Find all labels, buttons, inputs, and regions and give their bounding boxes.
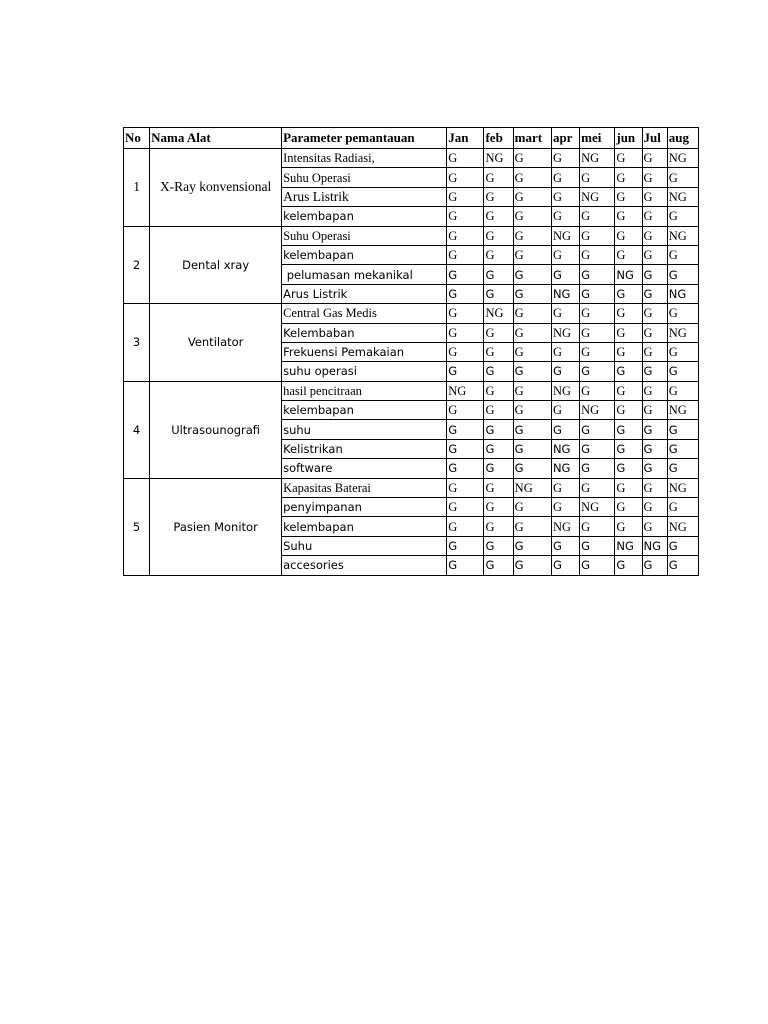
- header-month: jun: [615, 128, 642, 149]
- table-body: [124, 149, 699, 576]
- parameter-cell: Suhu: [282, 536, 447, 555]
- status-cell: G: [551, 536, 579, 555]
- status-cell: NG: [580, 498, 615, 517]
- header-month: aug: [667, 128, 698, 149]
- status-cell: NG: [580, 187, 615, 206]
- status-cell: G: [484, 362, 513, 381]
- status-cell: G: [580, 420, 615, 439]
- row-number: 3: [124, 304, 150, 382]
- status-cell: G: [615, 284, 642, 303]
- parameter-cell: kelembapan: [282, 401, 447, 420]
- status-cell: G: [580, 478, 615, 497]
- status-cell: G: [615, 207, 642, 226]
- header-month: Jul: [642, 128, 667, 149]
- status-cell: G: [580, 362, 615, 381]
- status-cell: G: [580, 556, 615, 575]
- status-cell: G: [642, 478, 667, 497]
- status-cell: G: [667, 536, 698, 555]
- status-cell: G: [484, 187, 513, 206]
- status-cell: G: [667, 556, 698, 575]
- status-cell: G: [667, 168, 698, 187]
- status-cell: G: [447, 517, 484, 536]
- status-cell: G: [513, 498, 551, 517]
- status-cell: G: [484, 498, 513, 517]
- table-row: [124, 226, 699, 245]
- status-cell: G: [513, 362, 551, 381]
- status-cell: G: [447, 226, 484, 245]
- status-cell: G: [447, 187, 484, 206]
- status-cell: G: [642, 439, 667, 458]
- parameter-cell: Arus Listrik: [282, 284, 447, 303]
- status-cell: G: [642, 381, 667, 400]
- parameter-cell: Intensitas Radiasi,: [282, 149, 447, 168]
- row-number: 2: [124, 226, 150, 304]
- status-cell: G: [551, 401, 579, 420]
- status-cell: G: [580, 265, 615, 284]
- status-cell: G: [447, 265, 484, 284]
- status-cell: G: [580, 207, 615, 226]
- status-cell: G: [513, 207, 551, 226]
- status-cell: G: [447, 362, 484, 381]
- status-cell: G: [484, 536, 513, 555]
- status-cell: G: [447, 207, 484, 226]
- device-name: Ventilator: [150, 304, 282, 382]
- parameter-cell: kelembapan: [282, 207, 447, 226]
- status-cell: G: [667, 207, 698, 226]
- status-cell: G: [484, 381, 513, 400]
- status-cell: G: [615, 362, 642, 381]
- status-cell: NG: [580, 401, 615, 420]
- parameter-cell: Suhu Operasi: [282, 226, 447, 245]
- status-cell: G: [642, 304, 667, 323]
- status-cell: G: [667, 245, 698, 264]
- status-cell: G: [642, 149, 667, 168]
- status-cell: G: [642, 245, 667, 264]
- status-cell: G: [580, 381, 615, 400]
- status-cell: G: [484, 245, 513, 264]
- status-cell: G: [551, 498, 579, 517]
- status-cell: G: [551, 342, 579, 361]
- status-cell: G: [447, 304, 484, 323]
- status-cell: G: [551, 556, 579, 575]
- status-cell: G: [642, 187, 667, 206]
- status-cell: G: [484, 439, 513, 458]
- table-row: [124, 149, 699, 168]
- status-cell: G: [615, 517, 642, 536]
- status-cell: G: [642, 517, 667, 536]
- status-cell: G: [667, 265, 698, 284]
- status-cell: G: [447, 168, 484, 187]
- status-cell: G: [580, 439, 615, 458]
- status-cell: G: [447, 323, 484, 342]
- status-cell: G: [513, 439, 551, 458]
- status-cell: G: [484, 323, 513, 342]
- row-number: 4: [124, 381, 150, 478]
- status-cell: G: [667, 498, 698, 517]
- device-name: X-Ray konvensional: [150, 149, 282, 227]
- status-cell: G: [513, 168, 551, 187]
- parameter-cell: suhu: [282, 420, 447, 439]
- parameter-cell: kelembapan: [282, 245, 447, 264]
- status-cell: G: [642, 498, 667, 517]
- status-cell: NG: [580, 149, 615, 168]
- status-cell: G: [615, 304, 642, 323]
- status-cell: NG: [667, 323, 698, 342]
- status-cell: NG: [484, 304, 513, 323]
- status-cell: NG: [551, 459, 579, 478]
- status-cell: NG: [642, 536, 667, 555]
- status-cell: G: [642, 459, 667, 478]
- parameter-cell: Kelistrikan: [282, 439, 447, 458]
- parameter-cell: Suhu Operasi: [282, 168, 447, 187]
- status-cell: G: [484, 342, 513, 361]
- status-cell: G: [580, 517, 615, 536]
- status-cell: G: [484, 401, 513, 420]
- status-cell: G: [513, 342, 551, 361]
- header-parameter: Parameter pemantauan: [282, 128, 447, 149]
- status-cell: G: [447, 342, 484, 361]
- status-cell: NG: [447, 381, 484, 400]
- status-cell: G: [551, 420, 579, 439]
- status-cell: G: [642, 226, 667, 245]
- status-cell: NG: [667, 478, 698, 497]
- status-cell: G: [580, 323, 615, 342]
- status-cell: NG: [551, 439, 579, 458]
- row-number: 1: [124, 149, 150, 227]
- status-cell: NG: [551, 381, 579, 400]
- status-cell: G: [642, 401, 667, 420]
- status-cell: G: [484, 226, 513, 245]
- status-cell: G: [513, 284, 551, 303]
- status-cell: G: [551, 207, 579, 226]
- status-cell: G: [580, 304, 615, 323]
- parameter-cell: hasil pencitraan: [282, 381, 447, 400]
- status-cell: G: [551, 168, 579, 187]
- status-cell: G: [447, 439, 484, 458]
- parameter-cell: Central Gas Medis: [282, 304, 447, 323]
- status-cell: G: [615, 168, 642, 187]
- status-cell: G: [484, 284, 513, 303]
- status-cell: NG: [513, 478, 551, 497]
- status-cell: NG: [667, 187, 698, 206]
- status-cell: G: [615, 498, 642, 517]
- status-cell: G: [513, 401, 551, 420]
- status-cell: G: [615, 149, 642, 168]
- status-cell: G: [615, 323, 642, 342]
- status-cell: G: [615, 439, 642, 458]
- status-cell: G: [484, 420, 513, 439]
- status-cell: G: [642, 362, 667, 381]
- status-cell: G: [484, 265, 513, 284]
- header-no: No: [124, 128, 150, 149]
- status-cell: G: [580, 536, 615, 555]
- status-cell: NG: [667, 284, 698, 303]
- parameter-cell: penyimpanan: [282, 498, 447, 517]
- status-cell: G: [615, 459, 642, 478]
- status-cell: G: [642, 342, 667, 361]
- parameter-cell: Kapasitas Baterai: [282, 478, 447, 497]
- status-cell: G: [551, 362, 579, 381]
- status-cell: G: [615, 187, 642, 206]
- header-month: Jan: [447, 128, 484, 149]
- status-cell: NG: [551, 284, 579, 303]
- header-nama-alat: Nama Alat: [150, 128, 282, 149]
- status-cell: G: [642, 207, 667, 226]
- status-cell: NG: [615, 265, 642, 284]
- status-cell: G: [484, 168, 513, 187]
- status-cell: G: [667, 362, 698, 381]
- status-cell: G: [642, 265, 667, 284]
- status-cell: G: [551, 478, 579, 497]
- status-cell: G: [513, 381, 551, 400]
- status-cell: G: [642, 556, 667, 575]
- status-cell: G: [580, 245, 615, 264]
- status-cell: G: [513, 245, 551, 264]
- status-cell: G: [551, 187, 579, 206]
- device-name: Pasien Monitor: [150, 478, 282, 575]
- status-cell: G: [642, 420, 667, 439]
- table-row: [124, 381, 699, 400]
- status-cell: G: [667, 381, 698, 400]
- status-cell: G: [484, 556, 513, 575]
- status-cell: G: [513, 517, 551, 536]
- status-cell: G: [615, 381, 642, 400]
- device-name: Ultrasounografi: [150, 381, 282, 478]
- status-cell: G: [667, 342, 698, 361]
- status-cell: NG: [667, 401, 698, 420]
- status-cell: G: [447, 420, 484, 439]
- status-cell: G: [513, 265, 551, 284]
- status-cell: G: [447, 498, 484, 517]
- status-cell: G: [667, 459, 698, 478]
- status-cell: G: [484, 478, 513, 497]
- parameter-cell: pelumasan mekanikal: [282, 265, 447, 284]
- status-cell: NG: [551, 517, 579, 536]
- status-cell: G: [484, 459, 513, 478]
- status-cell: G: [615, 401, 642, 420]
- monitoring-table: [123, 127, 699, 576]
- parameter-cell: accesories: [282, 556, 447, 575]
- status-cell: G: [580, 342, 615, 361]
- status-cell: G: [447, 401, 484, 420]
- status-cell: G: [513, 187, 551, 206]
- status-cell: G: [513, 304, 551, 323]
- status-cell: G: [615, 245, 642, 264]
- status-cell: G: [615, 556, 642, 575]
- status-cell: NG: [484, 149, 513, 168]
- status-cell: G: [513, 536, 551, 555]
- status-cell: G: [513, 149, 551, 168]
- status-cell: G: [642, 168, 667, 187]
- status-cell: G: [513, 226, 551, 245]
- status-cell: G: [551, 304, 579, 323]
- status-cell: G: [580, 284, 615, 303]
- status-cell: G: [513, 556, 551, 575]
- status-cell: G: [513, 323, 551, 342]
- device-name: Dental xray: [150, 226, 282, 304]
- parameter-cell: kelembapan: [282, 517, 447, 536]
- status-cell: NG: [667, 149, 698, 168]
- table-row: [124, 478, 699, 497]
- status-cell: G: [615, 342, 642, 361]
- row-number: 5: [124, 478, 150, 575]
- header-month: feb: [484, 128, 513, 149]
- status-cell: G: [615, 478, 642, 497]
- status-cell: G: [642, 284, 667, 303]
- status-cell: NG: [667, 226, 698, 245]
- parameter-cell: Frekuensi Pemakaian: [282, 342, 447, 361]
- status-cell: G: [447, 556, 484, 575]
- status-cell: G: [484, 207, 513, 226]
- status-cell: NG: [667, 517, 698, 536]
- status-cell: NG: [551, 226, 579, 245]
- status-cell: G: [667, 420, 698, 439]
- parameter-cell: Kelembaban: [282, 323, 447, 342]
- status-cell: G: [642, 323, 667, 342]
- status-cell: NG: [551, 323, 579, 342]
- header-month: mei: [580, 128, 615, 149]
- header-month: apr: [551, 128, 579, 149]
- status-cell: G: [551, 245, 579, 264]
- header-row: [124, 128, 699, 149]
- status-cell: G: [667, 304, 698, 323]
- status-cell: G: [551, 265, 579, 284]
- table-row: [124, 304, 699, 323]
- parameter-cell: suhu operasi: [282, 362, 447, 381]
- parameter-cell: Arus Listrik: [282, 187, 447, 206]
- status-cell: G: [447, 536, 484, 555]
- header-month: mart: [513, 128, 551, 149]
- status-cell: G: [580, 459, 615, 478]
- status-cell: G: [580, 168, 615, 187]
- status-cell: G: [580, 226, 615, 245]
- status-cell: G: [447, 284, 484, 303]
- status-cell: G: [447, 478, 484, 497]
- status-cell: NG: [615, 536, 642, 555]
- status-cell: G: [615, 420, 642, 439]
- status-cell: G: [667, 439, 698, 458]
- status-cell: G: [447, 459, 484, 478]
- status-cell: G: [513, 420, 551, 439]
- status-cell: G: [447, 149, 484, 168]
- parameter-cell: software: [282, 459, 447, 478]
- status-cell: G: [447, 245, 484, 264]
- status-cell: G: [513, 459, 551, 478]
- status-cell: G: [484, 517, 513, 536]
- status-cell: G: [551, 149, 579, 168]
- status-cell: G: [615, 226, 642, 245]
